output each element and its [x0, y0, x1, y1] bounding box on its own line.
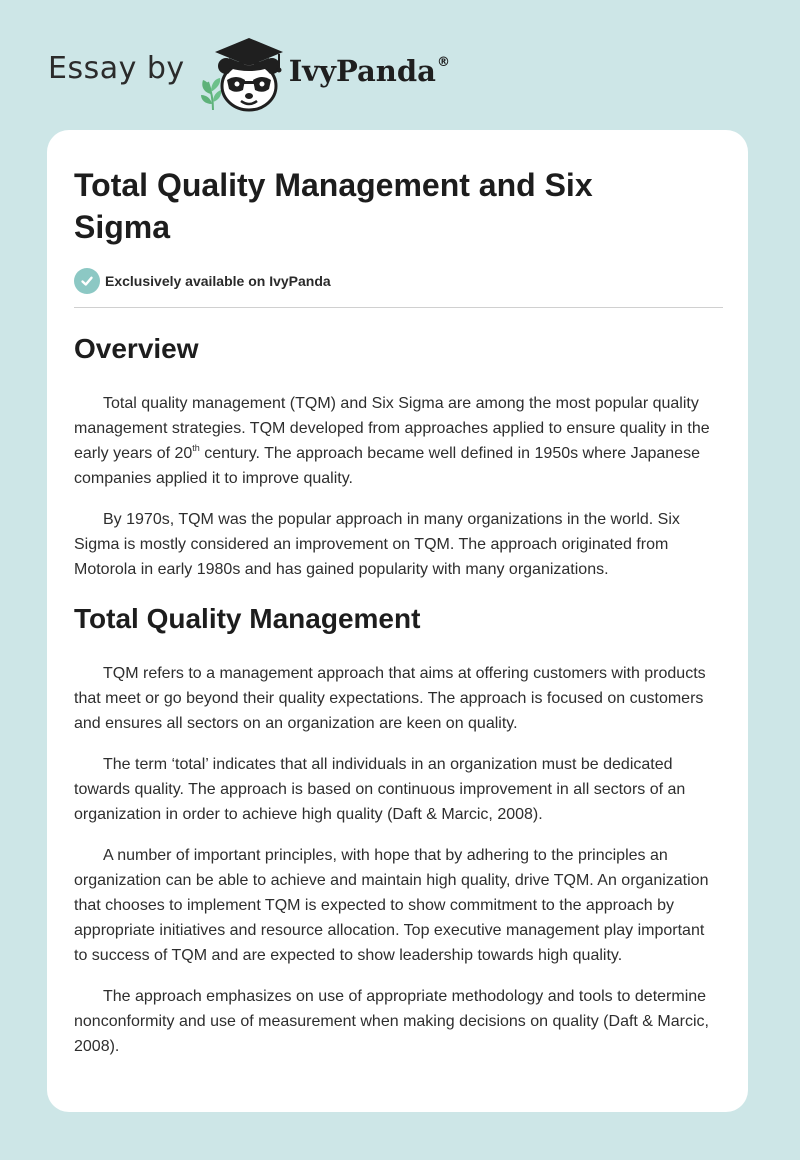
section-heading: Overview	[74, 333, 199, 364]
paragraph: The approach emphasizes on use of appropriate methodology and tools to determine nonconformity and use of measurement when making decisions on quality (Daft & Marcic, 2008).	[74, 988, 709, 1055]
section-total-quality-management	[74, 602, 722, 1059]
essay-content	[74, 164, 722, 1059]
registered-mark: ®	[436, 55, 450, 71]
ordinal-suffix: th	[192, 442, 200, 453]
title-divider	[74, 307, 723, 308]
paragraph: By 1970s, TQM was the popular approach in many organizations in the world. Six Sigma is mostly considered an improvement on TQM. The approach originated from Motorola in early 1980s and has gained popularity with many organizations.	[74, 511, 680, 578]
paragraph: TQM refers to a management approach that aims at offering customers with products that meet or go beyond their quality expectations. The approach is focused on customers and ensures all sectors on an organization are keen on quality.	[74, 665, 706, 732]
section-heading: Total Quality Management	[74, 603, 421, 634]
leaf-icon	[201, 78, 221, 110]
essay-title: Total Quality Management and Six Sigma	[74, 167, 593, 245]
paragraph: Total quality management (TQM) and Six Sigma are among the most popular quality management strategies. TQM developed from approaches applied to ensure quality in the early years of 20th century. The approach became well defined in 1950s where Japanese companies applied it to improve quality.	[74, 395, 710, 487]
panda-graduation-cap-icon[interactable]	[199, 34, 291, 114]
site-header	[48, 34, 450, 114]
section-overview	[74, 332, 722, 582]
exclusive-badge-text: Exclusively available on IvyPanda	[105, 273, 331, 289]
exclusive-badge	[74, 268, 722, 294]
essay-by-label: Essay by	[48, 50, 185, 86]
check-circle-icon	[74, 268, 100, 294]
paragraph: A number of important principles, with hope that by adhering to the principles an organization can be able to achieve and maintain high quality, drive TQM. An organization that chooses to implement TQM is expected to show commitment to the approach by appropriate initiatives and resource allocation. Top executive management play important to success of TQM and are expected to show leadership towards high quality.	[74, 847, 709, 964]
paragraph: The term ‘total’ indicates that all individuals in an organization must be dedicated towards quality. The approach is based on continuous improvement in all sectors of an organization in order to achieve high quality (Daft & Marcic, 2008).	[74, 756, 686, 823]
brand-name[interactable]: IvyPanda®	[288, 54, 450, 88]
essay-card	[47, 130, 748, 1112]
